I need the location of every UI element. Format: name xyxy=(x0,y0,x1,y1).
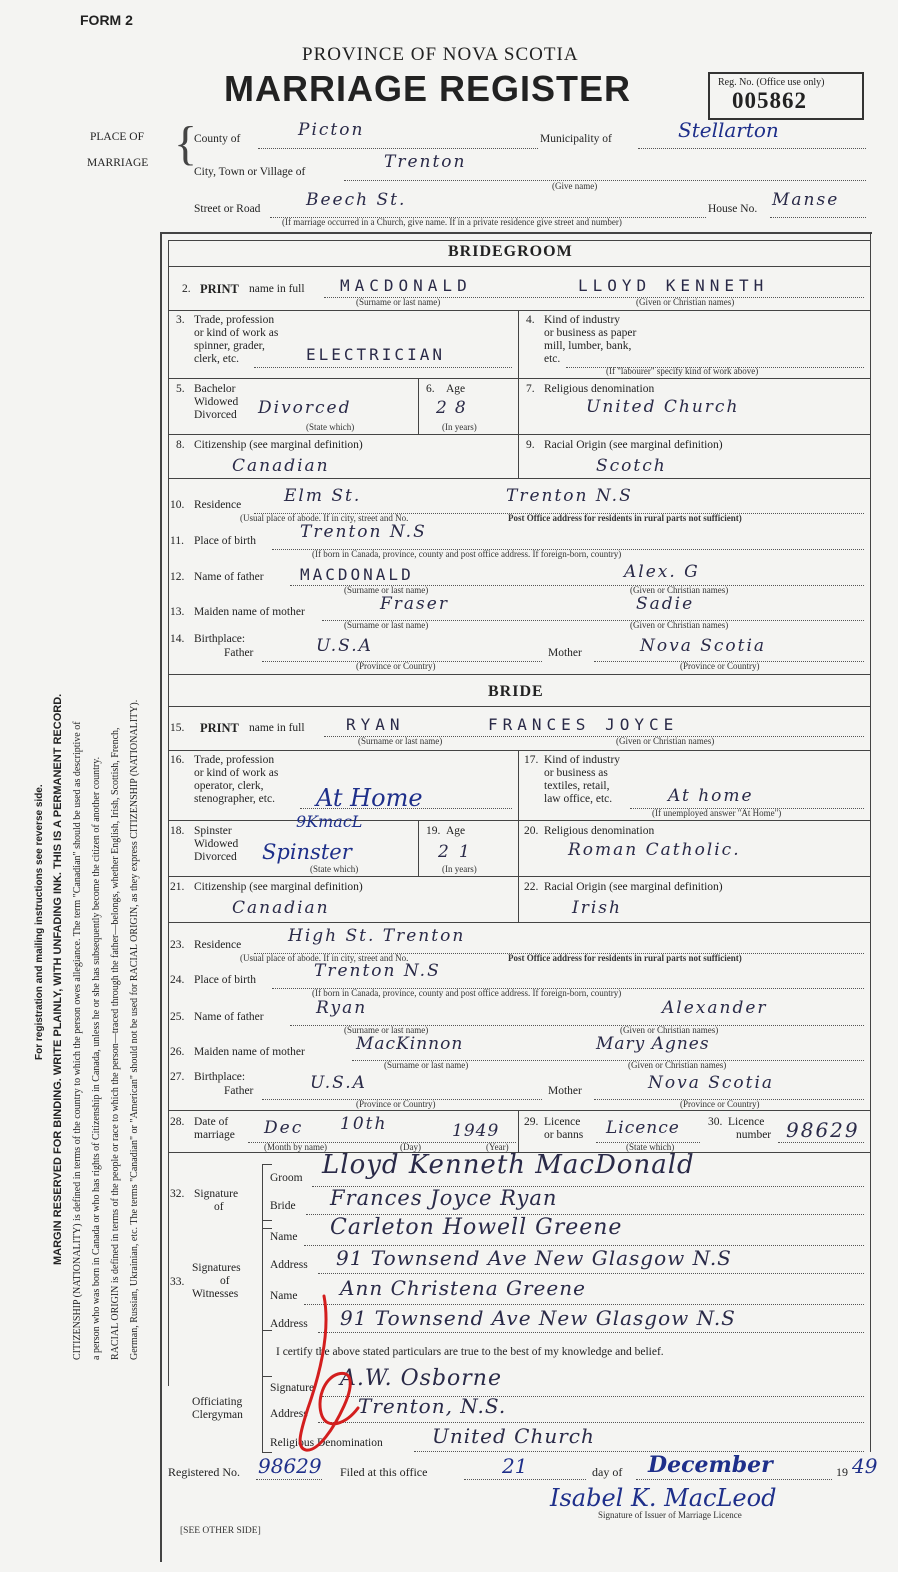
margin-line-4: a person who was born in Canada or who has rights of Citizenship in Canada, unless he or she has subsequently become the citizen of another country. xyxy=(91,756,102,1360)
groom-father-label: Name of father xyxy=(194,571,264,583)
city-value: Trenton xyxy=(384,152,467,172)
groom-status-l3: Divorced xyxy=(194,409,237,421)
bride-ind-l1: Kind of industry xyxy=(544,754,621,766)
groom-father-given-caption: (Given or Christian names) xyxy=(630,585,729,595)
registered-number: 98629 xyxy=(258,1454,322,1478)
bride-pob-caption: (If born in Canada, province, county and post office address. If foreign-born, country) xyxy=(312,988,622,998)
marriage-n28: 28. xyxy=(170,1116,185,1128)
bride-relig-label: Religious denomination xyxy=(544,825,655,837)
marriage-num-l1: Licence xyxy=(728,1116,765,1128)
marriage-year: 1949 xyxy=(452,1121,500,1141)
groom-n10: 10. xyxy=(170,499,185,511)
groom-n5: 5. xyxy=(176,383,185,395)
bride-n26: 26. xyxy=(170,1046,185,1058)
bride-res-caption: (Usual place of abode. If in city, street and No. xyxy=(240,953,409,963)
groom-signature: Lloyd Kenneth MacDonald xyxy=(322,1150,695,1180)
filed-month: December xyxy=(648,1452,773,1478)
groom-n4: 4. xyxy=(526,314,535,326)
groom-n3: 3. xyxy=(176,314,185,326)
day-of-label: day of xyxy=(592,1465,623,1479)
groom-father-birthplace: U.S.A xyxy=(316,636,373,656)
groom-bp-mother-label: Mother xyxy=(548,647,582,659)
bride-status: Spinster xyxy=(262,840,352,864)
groom-ind-l2: or business as paper xyxy=(544,327,637,339)
house-value: Manse xyxy=(772,190,840,210)
groom-birthplace-label: Birthplace: xyxy=(194,633,246,645)
bride-ind-l3: textiles, retail, xyxy=(544,780,610,792)
groom-citizenship: Canadian xyxy=(232,456,330,476)
groom-sig-label: Groom xyxy=(270,1172,303,1184)
issuer-caption: Signature of Issuer of Marriage Licence xyxy=(598,1510,742,1520)
marriage-licence-l2: or banns xyxy=(544,1129,584,1141)
groom-res-caption: (Usual place of abode. If in city, street and No. xyxy=(240,513,409,523)
groom-trade: ELECTRICIAN xyxy=(306,345,445,364)
groom-mother-surname-caption: (Surname or last name) xyxy=(344,620,429,630)
bride-trade-l3: operator, clerk, xyxy=(194,780,264,792)
bride-n24: 24. xyxy=(170,974,185,986)
groom-trade-l2: or kind of work as xyxy=(194,327,279,339)
bride-n19: 19. xyxy=(426,825,441,837)
filed-label: Filed at this office xyxy=(340,1465,428,1479)
bride-age-label: Age xyxy=(446,825,466,837)
street-label: Street or Road xyxy=(194,203,261,215)
groom-given-caption: (Given or Christian names) xyxy=(636,297,735,307)
form-number: FORM 2 xyxy=(80,12,133,28)
wit-label-l1: Signatures xyxy=(192,1262,241,1274)
groom-n12: 12. xyxy=(170,571,185,583)
bride-n27: 27. xyxy=(170,1071,185,1083)
marriage-day-caption: (Day) xyxy=(400,1142,421,1152)
groom-racial-origin: Scotch xyxy=(596,456,667,476)
place-brace: { xyxy=(174,117,198,170)
sig-label-l1: Signature xyxy=(194,1188,239,1200)
groom-pob-caption: (If born in Canada, province, county and post office address. If foreign-born, country) xyxy=(312,549,622,559)
bride-bp-mother-label: Mother xyxy=(548,1085,582,1097)
groom-father-given: Alex. G xyxy=(624,562,700,582)
groom-bp-father-caption: (Province or Country) xyxy=(356,661,436,671)
bride-signature: Frances Joyce Ryan xyxy=(330,1186,558,1210)
street-caption: (If marriage occurred in a Church, give name. If in a private residence give street and number) xyxy=(282,217,622,227)
marriage-licence-l1: Licence xyxy=(544,1116,581,1128)
witness1-name: Carleton Howell Greene xyxy=(330,1215,623,1240)
bride-n15: 15. xyxy=(170,722,185,734)
bride-res-caption-b: Post Office address for residents in rural parts not sufficient) xyxy=(508,953,742,963)
bride-mother-given-caption: (Given or Christian names) xyxy=(628,1060,727,1070)
give-name-caption: (Give name) xyxy=(552,181,598,191)
witness2-name: Ann Christena Greene xyxy=(340,1276,586,1300)
groom-n6: 6. xyxy=(426,383,435,395)
bride-birthplace-label: Birthplace: xyxy=(194,1071,246,1083)
right-border xyxy=(870,232,871,1452)
clergy-relig-label: Religious Denomination xyxy=(270,1437,383,1449)
groom-print-label: PRINT xyxy=(200,282,239,296)
bride-father-given-caption: (Given or Christian names) xyxy=(620,1025,719,1035)
bride-name-label: name in full xyxy=(249,722,305,734)
house-label: House No. xyxy=(708,203,758,215)
bride-status-l3: Divorced xyxy=(194,851,237,863)
margin-instructions xyxy=(30,300,148,1380)
groom-father-surname-caption: (Surname or last name) xyxy=(344,585,429,595)
groom-bp-mother-caption: (Province or Country) xyxy=(680,661,760,671)
groom-ind-l1: Kind of industry xyxy=(544,314,621,326)
groom-mother-surname: Fraser xyxy=(380,594,449,614)
bride-father-surname-caption: (Surname or last name) xyxy=(344,1025,429,1035)
w1-name-label: Name xyxy=(270,1231,298,1243)
bride-trade-l1: Trade, profession xyxy=(194,754,275,766)
bride-age: 21 xyxy=(438,842,480,862)
bride-racial-label: Racial Origin (see marginal definition) xyxy=(544,881,723,893)
groom-section-title: BRIDEGROOM xyxy=(448,243,573,260)
issuer-signature: Isabel K. MacLeod xyxy=(550,1484,777,1512)
top-border xyxy=(160,232,872,234)
filed-year: 49 xyxy=(852,1454,878,1478)
witness1-address: 91 Townsend Ave New Glasgow N.S xyxy=(336,1246,732,1270)
bride-n25: 25. xyxy=(170,1011,185,1023)
groom-religion: United Church xyxy=(586,397,740,417)
groom-trade-l3: spinner, grader, xyxy=(194,340,265,352)
groom-residence-label: Residence xyxy=(194,499,242,511)
clergy-address-label: Address xyxy=(270,1408,308,1420)
clergy-sig-label: Signature xyxy=(270,1382,315,1394)
bride-father-surname: Ryan xyxy=(316,998,368,1018)
bride-racial-origin: Irish xyxy=(572,898,622,918)
bride-mother-label: Maiden name of mother xyxy=(194,1046,305,1058)
bride-n22: 22. xyxy=(524,881,539,893)
bride-surname-caption: (Surname or last name) xyxy=(358,736,443,746)
filed-day: 21 xyxy=(502,1454,528,1478)
groom-status: Divorced xyxy=(258,398,352,418)
bride-status-caption: (State which) xyxy=(310,864,359,874)
groom-n14: 14. xyxy=(170,633,185,645)
county-label: County of xyxy=(194,133,241,145)
groom-racial-label: Racial Origin (see marginal definition) xyxy=(544,439,723,451)
groom-age-label: Age xyxy=(446,383,466,395)
groom-place-of-birth: Trenton N.S xyxy=(300,522,427,542)
bride-bp-father-caption: (Province or Country) xyxy=(356,1099,436,1109)
groom-residence-street: Elm St. xyxy=(284,486,362,506)
w1-address-label: Address xyxy=(270,1259,308,1271)
bride-print-label: PRINT xyxy=(200,721,239,735)
marriage-licence-number: 98629 xyxy=(786,1118,860,1142)
bride-status-l1: Spinster xyxy=(194,825,232,837)
county-value: Picton xyxy=(298,120,365,140)
bride-trade: At Home xyxy=(316,784,423,812)
marriage-month-caption: (Month by name) xyxy=(264,1142,327,1152)
margin-line-1: For registration and mailing instructions see reverse side. xyxy=(34,784,45,1060)
wit-label-l3: Witnesses xyxy=(192,1288,239,1300)
bride-citizen-label: Citizenship (see marginal definition) xyxy=(194,881,363,893)
groom-surname-caption: (Surname or last name) xyxy=(356,297,441,307)
groom-father-surname: MACDONALD xyxy=(300,565,414,584)
margin-line-3: CITIZENSHIP (NATIONALITY) is defined in terms of the country to which the person owes allegiance. The term "Canadian" should be used as descriptive of xyxy=(72,721,83,1360)
see-other-side: [SEE OTHER SIDE] xyxy=(180,1526,261,1536)
groom-citizen-label: Citizenship (see marginal definition) xyxy=(194,439,363,451)
groom-ind-l3: mill, lumber, bank, xyxy=(544,340,632,352)
bride-place-of-birth: Trenton N.S xyxy=(314,961,441,981)
bride-bp-mother-caption: (Province or Country) xyxy=(680,1099,760,1109)
bride-father-label: Name of father xyxy=(194,1011,264,1023)
marriage-licence-type: Licence xyxy=(606,1118,680,1138)
clergy-denomination: United Church xyxy=(432,1424,595,1448)
bride-sig-label: Bride xyxy=(270,1200,296,1212)
bride-residence: High St. Trenton xyxy=(288,926,466,946)
groom-pob-label: Place of birth xyxy=(194,535,256,547)
groom-mother-given-caption: (Given or Christian names) xyxy=(630,620,729,630)
marriage-year-caption: (Year) xyxy=(486,1142,509,1152)
municipality-value: Stellarton xyxy=(678,118,779,142)
bride-n20: 20. xyxy=(524,825,539,837)
groom-trade-l1: Trade, profession xyxy=(194,314,275,326)
street-value: Beech St. xyxy=(306,190,407,210)
bride-section-title: BRIDE xyxy=(488,683,544,700)
page-title: MARRIAGE REGISTER xyxy=(224,68,632,109)
marriage-date-l2: marriage xyxy=(194,1129,235,1141)
bride-mother-surname: MacKinnon xyxy=(356,1034,464,1054)
groom-res-caption-b: Post Office address for residents in rural parts not sufficient) xyxy=(508,513,742,523)
inner-left-border xyxy=(168,240,169,1386)
groom-n7: 7. xyxy=(526,383,535,395)
bride-industry: At home xyxy=(668,786,754,806)
marriage-date-l1: Date of xyxy=(194,1116,229,1128)
bride-given-names: FRANCES JOYCE xyxy=(488,715,679,734)
groom-n9: 9. xyxy=(526,439,535,451)
bride-age-caption: (In years) xyxy=(442,864,477,874)
year-prefix: 19 xyxy=(836,1465,848,1479)
certify-statement: I certify the above stated particulars are true to the best of my knowledge and belief. xyxy=(276,1346,664,1358)
groom-mother-given: Sadie xyxy=(636,594,695,614)
province-heading: PROVINCE OF NOVA SCOTIA xyxy=(302,44,579,65)
groom-bp-father-label: Father xyxy=(224,647,254,659)
groom-mother-label: Maiden name of mother xyxy=(194,606,305,618)
bride-n17: 17. xyxy=(524,754,539,766)
bride-residence-label: Residence xyxy=(194,939,242,951)
w2-name-label: Name xyxy=(270,1290,298,1302)
bride-pob-label: Place of birth xyxy=(194,974,256,986)
marriage-n30: 30. xyxy=(708,1116,723,1128)
officiating-l2: Clergyman xyxy=(192,1409,243,1421)
bride-citizenship: Canadian xyxy=(232,898,330,918)
bride-status-l2: Widowed xyxy=(194,838,239,850)
marriage-n29: 29. xyxy=(524,1116,539,1128)
reg-number: 005862 xyxy=(732,88,807,113)
bride-mother-birthplace: Nova Scotia xyxy=(648,1073,775,1093)
marriage-licence-caption: (State which) xyxy=(626,1142,675,1152)
clergy-signature: A.W. Osborne xyxy=(340,1366,502,1391)
officiating-l1: Officiating xyxy=(192,1396,243,1408)
bride-ind-note: (If unemployed answer "At Home") xyxy=(652,808,782,818)
reg-number-label: Reg. No. (Office use only) xyxy=(718,77,825,88)
groom-age: 28 xyxy=(436,398,474,418)
groom-surname: MACDONALD xyxy=(340,276,472,295)
clergy-address: Trenton, N.S. xyxy=(358,1394,507,1418)
bride-bp-father-label: Father xyxy=(224,1085,254,1097)
groom-n8: 8. xyxy=(176,439,185,451)
reg-number-box xyxy=(708,72,864,120)
city-label: City, Town or Village of xyxy=(194,166,306,178)
groom-residence-town: Trenton N.S xyxy=(506,486,633,506)
red-check-mark xyxy=(286,1288,366,1458)
municipality-label: Municipality of xyxy=(540,133,612,145)
bride-initials: 9KmacL xyxy=(296,812,363,831)
marriage-month: Dec xyxy=(264,1118,304,1138)
bride-n18: 18. xyxy=(170,825,185,837)
groom-name-label: name in full xyxy=(249,283,305,295)
groom-given-names: LLOYD KENNETH xyxy=(578,276,769,295)
groom-status-caption: (State which) xyxy=(306,422,355,432)
groom-ind-l4: etc. xyxy=(544,353,561,365)
bride-ind-l4: law office, etc. xyxy=(544,793,613,805)
witness2-address: 91 Townsend Ave New Glasgow N.S xyxy=(340,1306,736,1330)
groom-ind-note: (If "labourer" specify kind of work above) xyxy=(606,366,759,376)
left-border xyxy=(160,232,162,1562)
sig-n32: 32. xyxy=(170,1188,185,1200)
bride-mother-given: Mary Agnes xyxy=(596,1034,710,1054)
wit-label-l2: of xyxy=(220,1275,230,1287)
marriage-day: 10th xyxy=(340,1114,388,1134)
bride-surname: RYAN xyxy=(346,715,405,734)
groom-status-l1: Bachelor xyxy=(194,383,236,395)
groom-n11: 11. xyxy=(170,535,184,547)
groom-status-l2: Widowed xyxy=(194,396,239,408)
bride-n16: 16. xyxy=(170,754,185,766)
place-label-2: MARRIAGE xyxy=(87,157,149,169)
margin-line-6: German, Russian, Ukrainian, etc. The terms "Canadian" or "American" should not be used for RACIAL ORIGIN, as they express CITIZENSHIP (NATIONALITY). xyxy=(129,699,140,1360)
margin-line-5: RACIAL ORIGIN is defined in terms of the people or race to which the person—traced through the father—belongs, whether English, Irish, Scottish, French, xyxy=(110,727,121,1360)
bride-trade-l2: or kind of work as xyxy=(194,767,279,779)
bride-n21: 21. xyxy=(170,881,185,893)
bride-n23: 23. xyxy=(170,939,185,951)
groom-trade-l4: clerk, etc. xyxy=(194,353,240,365)
groom-relig-label: Religious denomination xyxy=(544,383,655,395)
bride-mother-surname-caption: (Surname or last name) xyxy=(384,1060,469,1070)
groom-n2: 2. xyxy=(182,283,191,295)
bride-ind-l2: or business as xyxy=(544,767,608,779)
marriage-num-l2: number xyxy=(736,1129,772,1141)
groom-n13: 13. xyxy=(170,606,185,618)
wit-n33: 33. xyxy=(170,1276,185,1288)
bride-father-given: Alexander xyxy=(662,998,768,1018)
bride-trade-l4: stenographer, etc. xyxy=(194,793,275,805)
bride-father-birthplace: U.S.A xyxy=(310,1073,367,1093)
sig-label-l2: of xyxy=(214,1201,224,1213)
bride-religion: Roman Catholic. xyxy=(568,840,741,860)
groom-age-caption: (In years) xyxy=(442,422,477,432)
groom-mother-birthplace: Nova Scotia xyxy=(640,636,767,656)
place-label-1: PLACE OF xyxy=(90,131,144,143)
bride-given-caption: (Given or Christian names) xyxy=(616,736,715,746)
margin-line-2: MARGIN RESERVED FOR BINDING. WRITE PLAINLY, WITH UNFADING INK. THIS IS A PERMANENT RECORD. xyxy=(52,693,64,1265)
registered-label: Registered No. xyxy=(168,1465,240,1479)
w2-address-label: Address xyxy=(270,1318,308,1330)
